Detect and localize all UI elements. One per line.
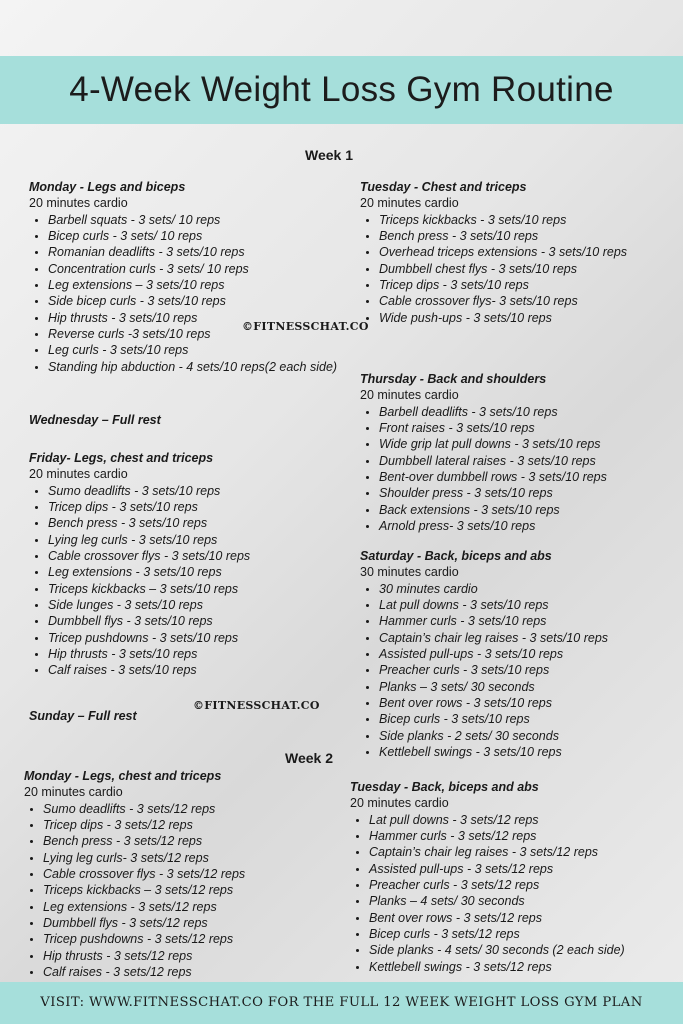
exercise-item: • Arnold press- 3 sets/10 reps: [379, 518, 670, 534]
exercise-item: • Side planks - 4 sets/ 30 seconds (2 each side): [369, 942, 675, 958]
week-1-heading: Week 1: [305, 147, 353, 163]
footer-link-text[interactable]: VISIT: WWW.FITNESSCHAT.CO FOR THE FULL 12 WEEK WEIGHT LOSS GYM PLAN: [40, 995, 643, 1010]
cardio-note: 20 minutes cardio: [360, 196, 459, 211]
w1-monday-block: [29, 179, 339, 375]
exercise-item: • Wide push-ups - 3 sets/10 reps: [379, 310, 670, 326]
day-heading: Tuesday - Chest and triceps: [360, 180, 527, 194]
exercise-item: • Hammer curls - 3 sets/10 reps: [379, 613, 670, 629]
day-heading: Friday- Legs, chest and triceps: [29, 451, 214, 465]
exercise-item: • Bent-over dumbbell rows - 3 sets/10 reps: [379, 469, 670, 485]
exercise-item: • Standing hip abduction - 4 sets/10 reps(2 each side): [48, 359, 339, 375]
exercise-item: • Planks – 4 sets/ 30 seconds: [369, 893, 675, 909]
exercise-item: • Bent over rows - 3 sets/10 reps: [379, 695, 670, 711]
exercise-list: [360, 404, 670, 535]
day-heading: Tuesday - Back, biceps and abs: [350, 780, 539, 794]
exercise-item: • Bench press - 3 sets/10 reps: [48, 515, 339, 531]
page-title: 4-Week Weight Loss Gym Routine: [69, 70, 614, 109]
w1-saturday-block: [360, 548, 670, 760]
exercise-item: • Calf raises - 3 sets/12 reps: [43, 964, 344, 980]
watermark-1: ©FITNESSCHAT.CO: [242, 320, 369, 333]
exercise-list: [24, 801, 344, 981]
w2-monday-block: [24, 768, 344, 980]
title-banner: [0, 56, 683, 124]
exercise-item: • Bicep curls - 3 sets/ 10 reps: [48, 228, 339, 244]
exercise-item: • Lat pull downs - 3 sets/12 reps: [369, 812, 675, 828]
cardio-note: 20 minutes cardio: [29, 196, 128, 211]
exercise-item: • Lying leg curls- 3 sets/12 reps: [43, 850, 344, 866]
day-heading: Thursday - Back and shoulders: [360, 372, 547, 386]
exercise-item: • Leg curls - 3 sets/10 reps: [48, 342, 339, 358]
exercise-item: • Leg extensions - 3 sets/10 reps: [48, 564, 339, 580]
exercise-item: • Cable crossover flys - 3 sets/10 reps: [48, 548, 339, 564]
exercise-item: • Tricep pushdowns - 3 sets/10 reps: [48, 630, 339, 646]
exercise-item: • 30 minutes cardio: [379, 581, 670, 597]
exercise-item: • Dumbbell chest flys - 3 sets/10 reps: [379, 261, 670, 277]
exercise-item: • Triceps kickbacks – 3 sets/10 reps: [48, 581, 339, 597]
exercise-item: • Triceps kickbacks - 3 sets/10 reps: [379, 212, 670, 228]
wednesday-rest: Wednesday – Full rest: [29, 413, 161, 427]
sunday-rest: Sunday – Full rest: [29, 709, 137, 723]
exercise-item: • Bench press - 3 sets/12 reps: [43, 833, 344, 849]
exercise-item: • Calf raises - 3 sets/10 reps: [48, 662, 339, 678]
exercise-item: • Bent over rows - 3 sets/12 reps: [369, 910, 675, 926]
exercise-item: • Tricep dips - 3 sets/12 reps: [43, 817, 344, 833]
exercise-item: • Leg extensions – 3 sets/10 reps: [48, 277, 339, 293]
exercise-item: • Preacher curls - 3 sets/10 reps: [379, 662, 670, 678]
exercise-item: • Cable crossover flys - 3 sets/12 reps: [43, 866, 344, 882]
exercise-item: • Bench press - 3 sets/10 reps: [379, 228, 670, 244]
exercise-item: • Reverse curls -3 sets/10 reps: [48, 326, 339, 342]
exercise-item: • Front raises - 3 sets/10 reps: [379, 420, 670, 436]
exercise-item: • Captain’s chair leg raises - 3 sets/12 reps: [369, 844, 675, 860]
exercise-item: • Planks – 3 sets/ 30 seconds: [379, 679, 670, 695]
exercise-item: • Dumbbell lateral raises - 3 sets/10 reps: [379, 453, 670, 469]
exercise-item: • Side bicep curls - 3 sets/10 reps: [48, 293, 339, 309]
exercise-item: • Tricep pushdowns - 3 sets/12 reps: [43, 931, 344, 947]
cardio-note: 20 minutes cardio: [350, 796, 449, 811]
exercise-item: • Assisted pull-ups - 3 sets/12 reps: [369, 861, 675, 877]
exercise-item: • Hip thrusts - 3 sets/10 reps: [48, 646, 339, 662]
exercise-item: • Sumo deadlifts - 3 sets/12 reps: [43, 801, 344, 817]
exercise-item: • Back extensions - 3 sets/10 reps: [379, 502, 670, 518]
exercise-item: • Kettlebell swings - 3 sets/10 reps: [379, 744, 670, 760]
cardio-note: 30 minutes cardio: [360, 565, 459, 580]
exercise-item: • Concentration curls - 3 sets/ 10 reps: [48, 261, 339, 277]
cardio-note: 20 minutes cardio: [29, 467, 128, 482]
day-heading: Monday - Legs, chest and triceps: [24, 769, 222, 783]
exercise-list: [29, 212, 339, 375]
exercise-item: • Tricep dips - 3 sets/10 reps: [379, 277, 670, 293]
exercise-item: • Shoulder press - 3 sets/10 reps: [379, 485, 670, 501]
exercise-list: [29, 483, 339, 679]
footer-banner: [0, 982, 683, 1024]
exercise-item: • Overhead triceps extensions - 3 sets/10 reps: [379, 244, 670, 260]
exercise-item: • Hip thrusts - 3 sets/12 reps: [43, 948, 344, 964]
exercise-item: • Barbell deadlifts - 3 sets/10 reps: [379, 404, 670, 420]
cardio-note: 20 minutes cardio: [24, 785, 123, 800]
exercise-item: • Kettlebell swings - 3 sets/12 reps: [369, 959, 675, 975]
exercise-item: • Leg extensions - 3 sets/12 reps: [43, 899, 344, 915]
exercise-list: [360, 212, 670, 326]
exercise-item: • Hip thrusts - 3 sets/10 reps: [48, 310, 339, 326]
w1-friday-block: [29, 450, 339, 679]
day-heading: Monday - Legs and biceps: [29, 180, 186, 194]
exercise-item: • Romanian deadlifts - 3 sets/10 reps: [48, 244, 339, 260]
exercise-item: • Bicep curls - 3 sets/10 reps: [379, 711, 670, 727]
exercise-item: • Triceps kickbacks – 3 sets/12 reps: [43, 882, 344, 898]
exercise-item: • Cable crossover flys- 3 sets/10 reps: [379, 293, 670, 309]
exercise-item: • Captain’s chair leg raises - 3 sets/10 reps: [379, 630, 670, 646]
w1-thursday-block: [360, 371, 670, 534]
w2-tuesday-block: [350, 779, 675, 975]
exercise-item: • Dumbbell flys - 3 sets/10 reps: [48, 613, 339, 629]
exercise-item: • Tricep dips - 3 sets/10 reps: [48, 499, 339, 515]
exercise-item: • Wide grip lat pull downs - 3 sets/10 reps: [379, 436, 670, 452]
exercise-item: • Sumo deadlifts - 3 sets/10 reps: [48, 483, 339, 499]
week-2-heading: Week 2: [285, 750, 333, 766]
exercise-item: • Barbell squats - 3 sets/ 10 reps: [48, 212, 339, 228]
exercise-item: • Bicep curls - 3 sets/12 reps: [369, 926, 675, 942]
exercise-item: • Side planks - 2 sets/ 30 seconds: [379, 728, 670, 744]
exercise-item: • Dumbbell flys - 3 sets/12 reps: [43, 915, 344, 931]
w1-tuesday-block: [360, 179, 670, 326]
exercise-list: [350, 812, 675, 975]
exercise-item: • Assisted pull-ups - 3 sets/10 reps: [379, 646, 670, 662]
cardio-note: 20 minutes cardio: [360, 388, 459, 403]
watermark-2: ©FITNESSCHAT.CO: [193, 699, 320, 712]
exercise-item: • Hammer curls - 3 sets/12 reps: [369, 828, 675, 844]
exercise-item: • Lying leg curls - 3 sets/10 reps: [48, 532, 339, 548]
exercise-list: [360, 581, 670, 761]
day-heading: Saturday - Back, biceps and abs: [360, 549, 552, 563]
exercise-item: • Lat pull downs - 3 sets/10 reps: [379, 597, 670, 613]
exercise-item: • Preacher curls - 3 sets/12 reps: [369, 877, 675, 893]
exercise-item: • Side lunges - 3 sets/10 reps: [48, 597, 339, 613]
